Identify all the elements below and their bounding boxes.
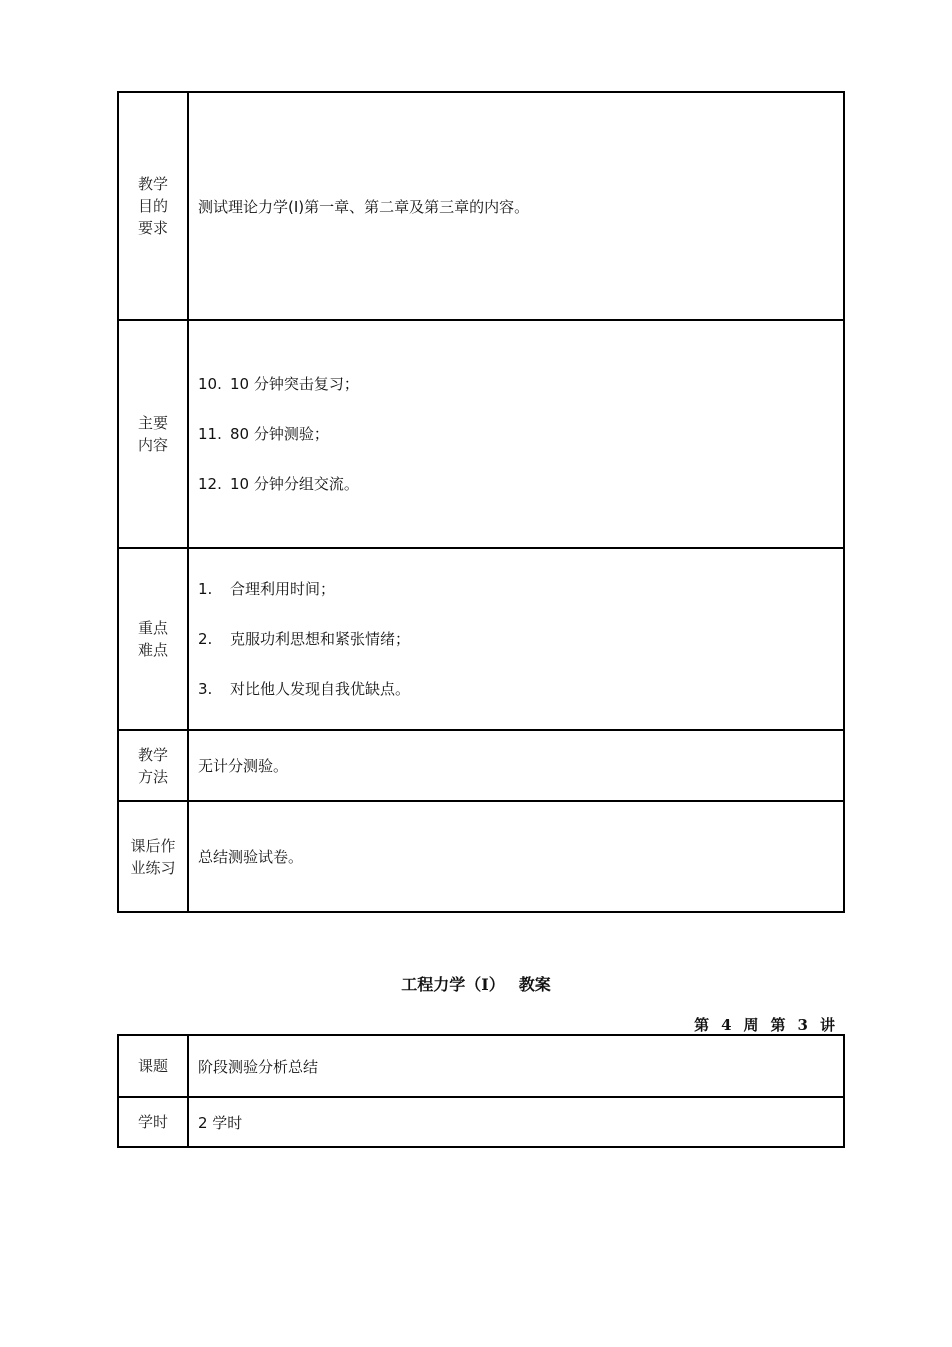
list-item: 12. 10 分钟分组交流。 xyxy=(198,475,359,493)
objectives-row xyxy=(118,92,844,320)
main-content-row xyxy=(118,320,844,548)
methods-text: 无计分测验。 xyxy=(188,730,844,801)
methods-label: 教学 方法 xyxy=(118,730,188,801)
section-title: 工程力学（I） 教案 xyxy=(401,975,551,994)
hours-text: 2 学时 xyxy=(188,1097,844,1147)
key-points-row xyxy=(118,548,844,730)
key-points-list xyxy=(188,548,844,730)
topic-text: 阶段测验分析总结 xyxy=(188,1035,844,1097)
key-points-label: 重点 难点 xyxy=(118,548,188,730)
main-content-list xyxy=(188,320,844,548)
topic-row xyxy=(118,1035,844,1097)
lesson-info-table xyxy=(117,1034,845,1148)
hours-row xyxy=(118,1097,844,1147)
list-item: 1. 合理利用时间； xyxy=(198,580,336,598)
week-lecture-line: 第 4 周 第 3 讲 xyxy=(694,1016,835,1034)
topic-label: 课题 xyxy=(118,1035,188,1097)
list-item: 10. 10 分钟突击复习； xyxy=(198,375,359,393)
objectives-label: 教学 目的 要求 xyxy=(118,92,188,320)
main-content-label: 主要 内容 xyxy=(118,320,188,548)
list-item: 2. 克服功利思想和紧张情绪； xyxy=(198,630,411,648)
objectives-text: 测试理论力学(I)第一章、第二章及第三章的内容。 xyxy=(188,92,844,320)
homework-label: 课后作 业练习 xyxy=(118,801,188,912)
list-item: 11. 80 分钟测验； xyxy=(198,425,329,443)
homework-row xyxy=(118,801,844,912)
hours-label: 学时 xyxy=(118,1097,188,1147)
lesson-plan-table xyxy=(117,91,845,913)
methods-row xyxy=(118,730,844,801)
list-item: 3. 对比他人发现自我优缺点。 xyxy=(198,680,411,698)
homework-text: 总结测验试卷。 xyxy=(188,801,844,912)
